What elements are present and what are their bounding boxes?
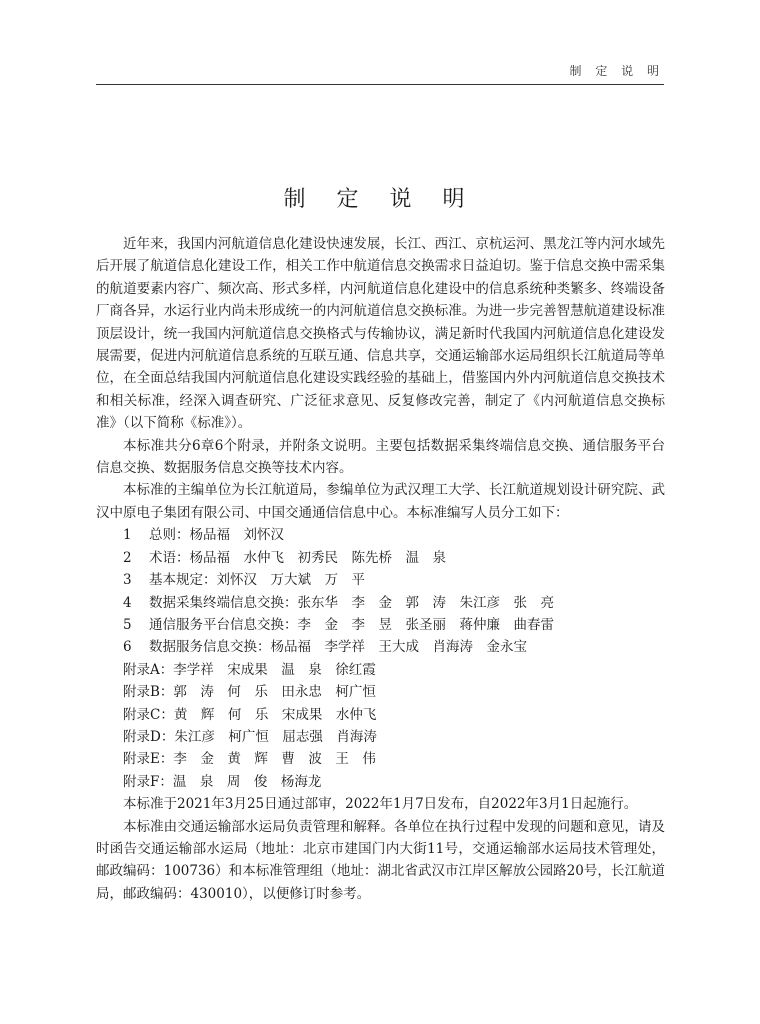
- assignment-text: 术语：杨品福 水仲飞 初秀民 陈先桥 温 泉: [149, 549, 446, 566]
- assignment-number: 5: [123, 616, 132, 633]
- assignment-number: 1: [123, 527, 132, 544]
- assignment-text: 数据服务信息交换：杨品福 李学祥 王大成 肖海涛 金永宝: [149, 639, 527, 656]
- assignment-text: 数据采集终端信息交换：张东华 李 金 郭 涛 朱江彦 张 亮: [149, 594, 554, 611]
- assignment-item: [96, 524, 665, 546]
- assignment-item: [96, 636, 665, 658]
- appendix-item: 附录D：朱江彦 柯广恒 屈志强 肖海涛: [123, 728, 377, 745]
- assignment-item: [96, 592, 665, 614]
- header-rule: [96, 84, 664, 85]
- assignment-number: 2: [123, 549, 132, 566]
- assignment-number: 3: [123, 572, 132, 589]
- appendix-item: 附录F：温 泉 周 俊 杨海龙: [123, 773, 322, 790]
- structure-paragraph: 本标准共分6章6个附录，并附条文说明。主要包括数据采集终端信息交换、通信服务平台信息交换、数据服务信息交换等技术内容。: [96, 437, 665, 477]
- assignment-item: [96, 614, 665, 636]
- appendix-item: 附录B：郭 涛 何 乐 田永忠 柯广恒: [123, 684, 376, 701]
- appendix-item: 附录C：黄 辉 何 乐 宋成果 水仲飞: [123, 706, 377, 723]
- appendix-item: 附录A：李学祥 宋成果 温 泉 徐红霞: [123, 661, 376, 678]
- page-title: 制 定 说 明: [283, 187, 477, 212]
- assignment-item: [96, 547, 665, 569]
- intro-paragraph: 近年来，我国内河航道信息化建设快速发展，长江、西江、京杭运河、黑龙江等内河水域先后开展了航道信息化建设工作，相关工作中航道信息交换需求日益迫切。鉴于信息交换中需采集的航道要素内容广、频次高、形式多样，内河航道信息化建设中的信息系统种类繁多、终端设备厂商各异，水运行业内尚未形成统一的内河航道信息交换标准。为进一步完善智慧航道建设标准顶层设计，统一我国内河航道信息交换格式与传输协议，满足新时代我国内河航道信息化建设发展需要，促进内河航道信息系统的互联互通、信息共享，交通运输部水运局组织长江航道局等单位，在全面总结我国内河航道信息化建设实践经验的基础上，借鉴国内外内河航道信息交换技术和相关标准，经深入调查研究、广泛征求意见、反复修改完善，制定了《内河航道信息交换标准》（以下简称《标准》）。: [96, 236, 665, 432]
- assignment-number: 6: [123, 639, 132, 656]
- assignment-text: 总则：杨品福 刘怀汉: [149, 527, 284, 544]
- assignment-item: [96, 569, 665, 591]
- assignment-text: 基本规定：刘怀汉 万大斌 万 平: [149, 572, 365, 589]
- appendix-item: 附录E：李 金 黄 辉 曹 波 王 伟: [123, 751, 376, 768]
- feedback-paragraph: 本标准由交通运输部水运局负责管理和解释。各单位在执行过程中发现的问题和意见，请及时函告交通运输部水运局（地址：北京市建国门内大街11号，交通运输部水运局技术管理处，邮政编码：100736）和本标准管理组（地址：湖北省武汉市江岸区解放公园路20号，长江航道局，邮政编码：430010），以便修订时参考。: [96, 818, 665, 902]
- running-head: 制 定 说 明: [569, 64, 664, 78]
- document-body: [96, 233, 665, 905]
- dates-paragraph: 本标准于2021年3月25日通过部审，2022年1月7日发布，自2022年3月1日起施行。: [123, 796, 638, 813]
- assignment-text: 通信服务平台信息交换：李 金 李 昱 张圣丽 蒋仲廉 曲春雷: [149, 616, 554, 633]
- assignment-number: 4: [123, 594, 132, 611]
- units-paragraph: 本标准的主编单位为长江航道局，参编单位为武汉理工大学、长江航道规划设计研究院、武汉中原电子集团有限公司、中国交通通信信息中心。本标准编写人员分工如下：: [96, 482, 665, 521]
